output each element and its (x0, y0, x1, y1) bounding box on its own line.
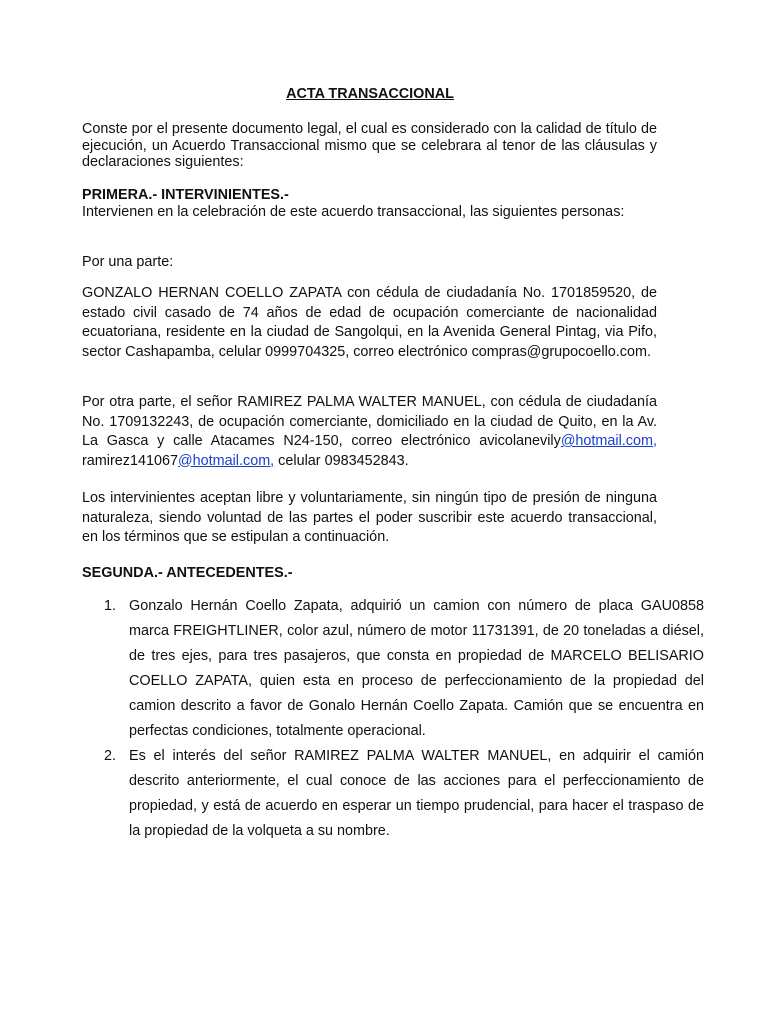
party-one-paragraph: GONZALO HERNAN COELLO ZAPATA con cédula de ciudadanía No. 1701859520, de estado civil casado de 74 años de edad de ocupación comerciante de nacionalidad ecuatoriana, residente en la ciudad de Sangolqui, en la Avenida General Pintag, via Pifo, sector Cashapamba, celular 0999704325, correo electrónico compras@grupocoello.com. (82, 285, 657, 360)
section-heading-segunda: SEGUNDA.- ANTECEDENTES.- (82, 565, 293, 581)
list-item-number: 1. (104, 598, 117, 614)
intro-paragraph: Conste por el presente documento legal, el cual es considerado con la calidad de título de ejecución, un Acuerdo Transaccional mismo que se celebrara al tenor de las cláusulas y declaraciones siguientes: (82, 121, 657, 170)
party-two-text-b: ramirez141067 (82, 452, 178, 469)
list-item-text: Gonzalo Hernán Coello Zapata, adquirió un camion con número de placa GAU0858 marca FREIGHTLINER, color azul, número de motor 11731391, de 20 toneladas a diésel, de tres ejes, para tres pasajeros, que consta en propiedad de MARCELO BELISARIO COELLO ZAPATA, quien esta en proceso de perfeccionamiento de la propiedad del camion descrito a favor de Gonalo Hernán Coello Zapata. Camión que se encuentra en perfectas condiciones, totalmente operacional. (129, 598, 704, 739)
primera-intro: Intervienen en la celebración de este acuerdo transaccional, las siguientes personas: (82, 203, 625, 220)
section-heading-primera: PRIMERA.- INTERVINIENTES.- (82, 187, 289, 203)
list-item-number: 2. (104, 748, 117, 764)
email-link-2[interactable]: @hotmail.com, (178, 452, 275, 469)
antecedentes-list (82, 594, 704, 844)
list-item (104, 744, 704, 844)
party-two-text-a: Por otra parte, el señor RAMIREZ PALMA WALTER MANUEL, con cédula de ciudadanía No. 1709132243, de ocupación comerciante, domiciliado en la ciudad de Quito, en la Av. La Gasca y calle Atacames N24-150, correo electrónico avicolanevily (82, 394, 657, 449)
list-item (104, 594, 704, 744)
section-primera (82, 187, 657, 220)
document-title: ACTA TRANSACCIONAL (286, 86, 454, 102)
por-una-parte-label: Por una parte: (82, 254, 174, 270)
email-link-1[interactable]: @hotmail.com, (560, 433, 657, 449)
agreement-paragraph: Los intervinientes aceptan libre y voluntariamente, sin ningún tipo de presión de ninguna naturaleza, siendo voluntad de las partes el poder suscribir este acuerdo transaccional, en los términos que se estipulan a continuación. (82, 490, 657, 545)
party-two-text-c: celular 0983452843. (274, 452, 409, 469)
party-two-paragraph (82, 393, 657, 471)
list-item-text: Es el interés del señor RAMIREZ PALMA WALTER MANUEL, en adquirir el camión descrito anteriormente, el cual conoce de las acciones para el perfeccionamiento de propiedad, y está de acuerdo en esperar un tiempo prudencial, para hacer el traspaso de la propiedad de la volqueta a su nombre. (129, 748, 704, 839)
